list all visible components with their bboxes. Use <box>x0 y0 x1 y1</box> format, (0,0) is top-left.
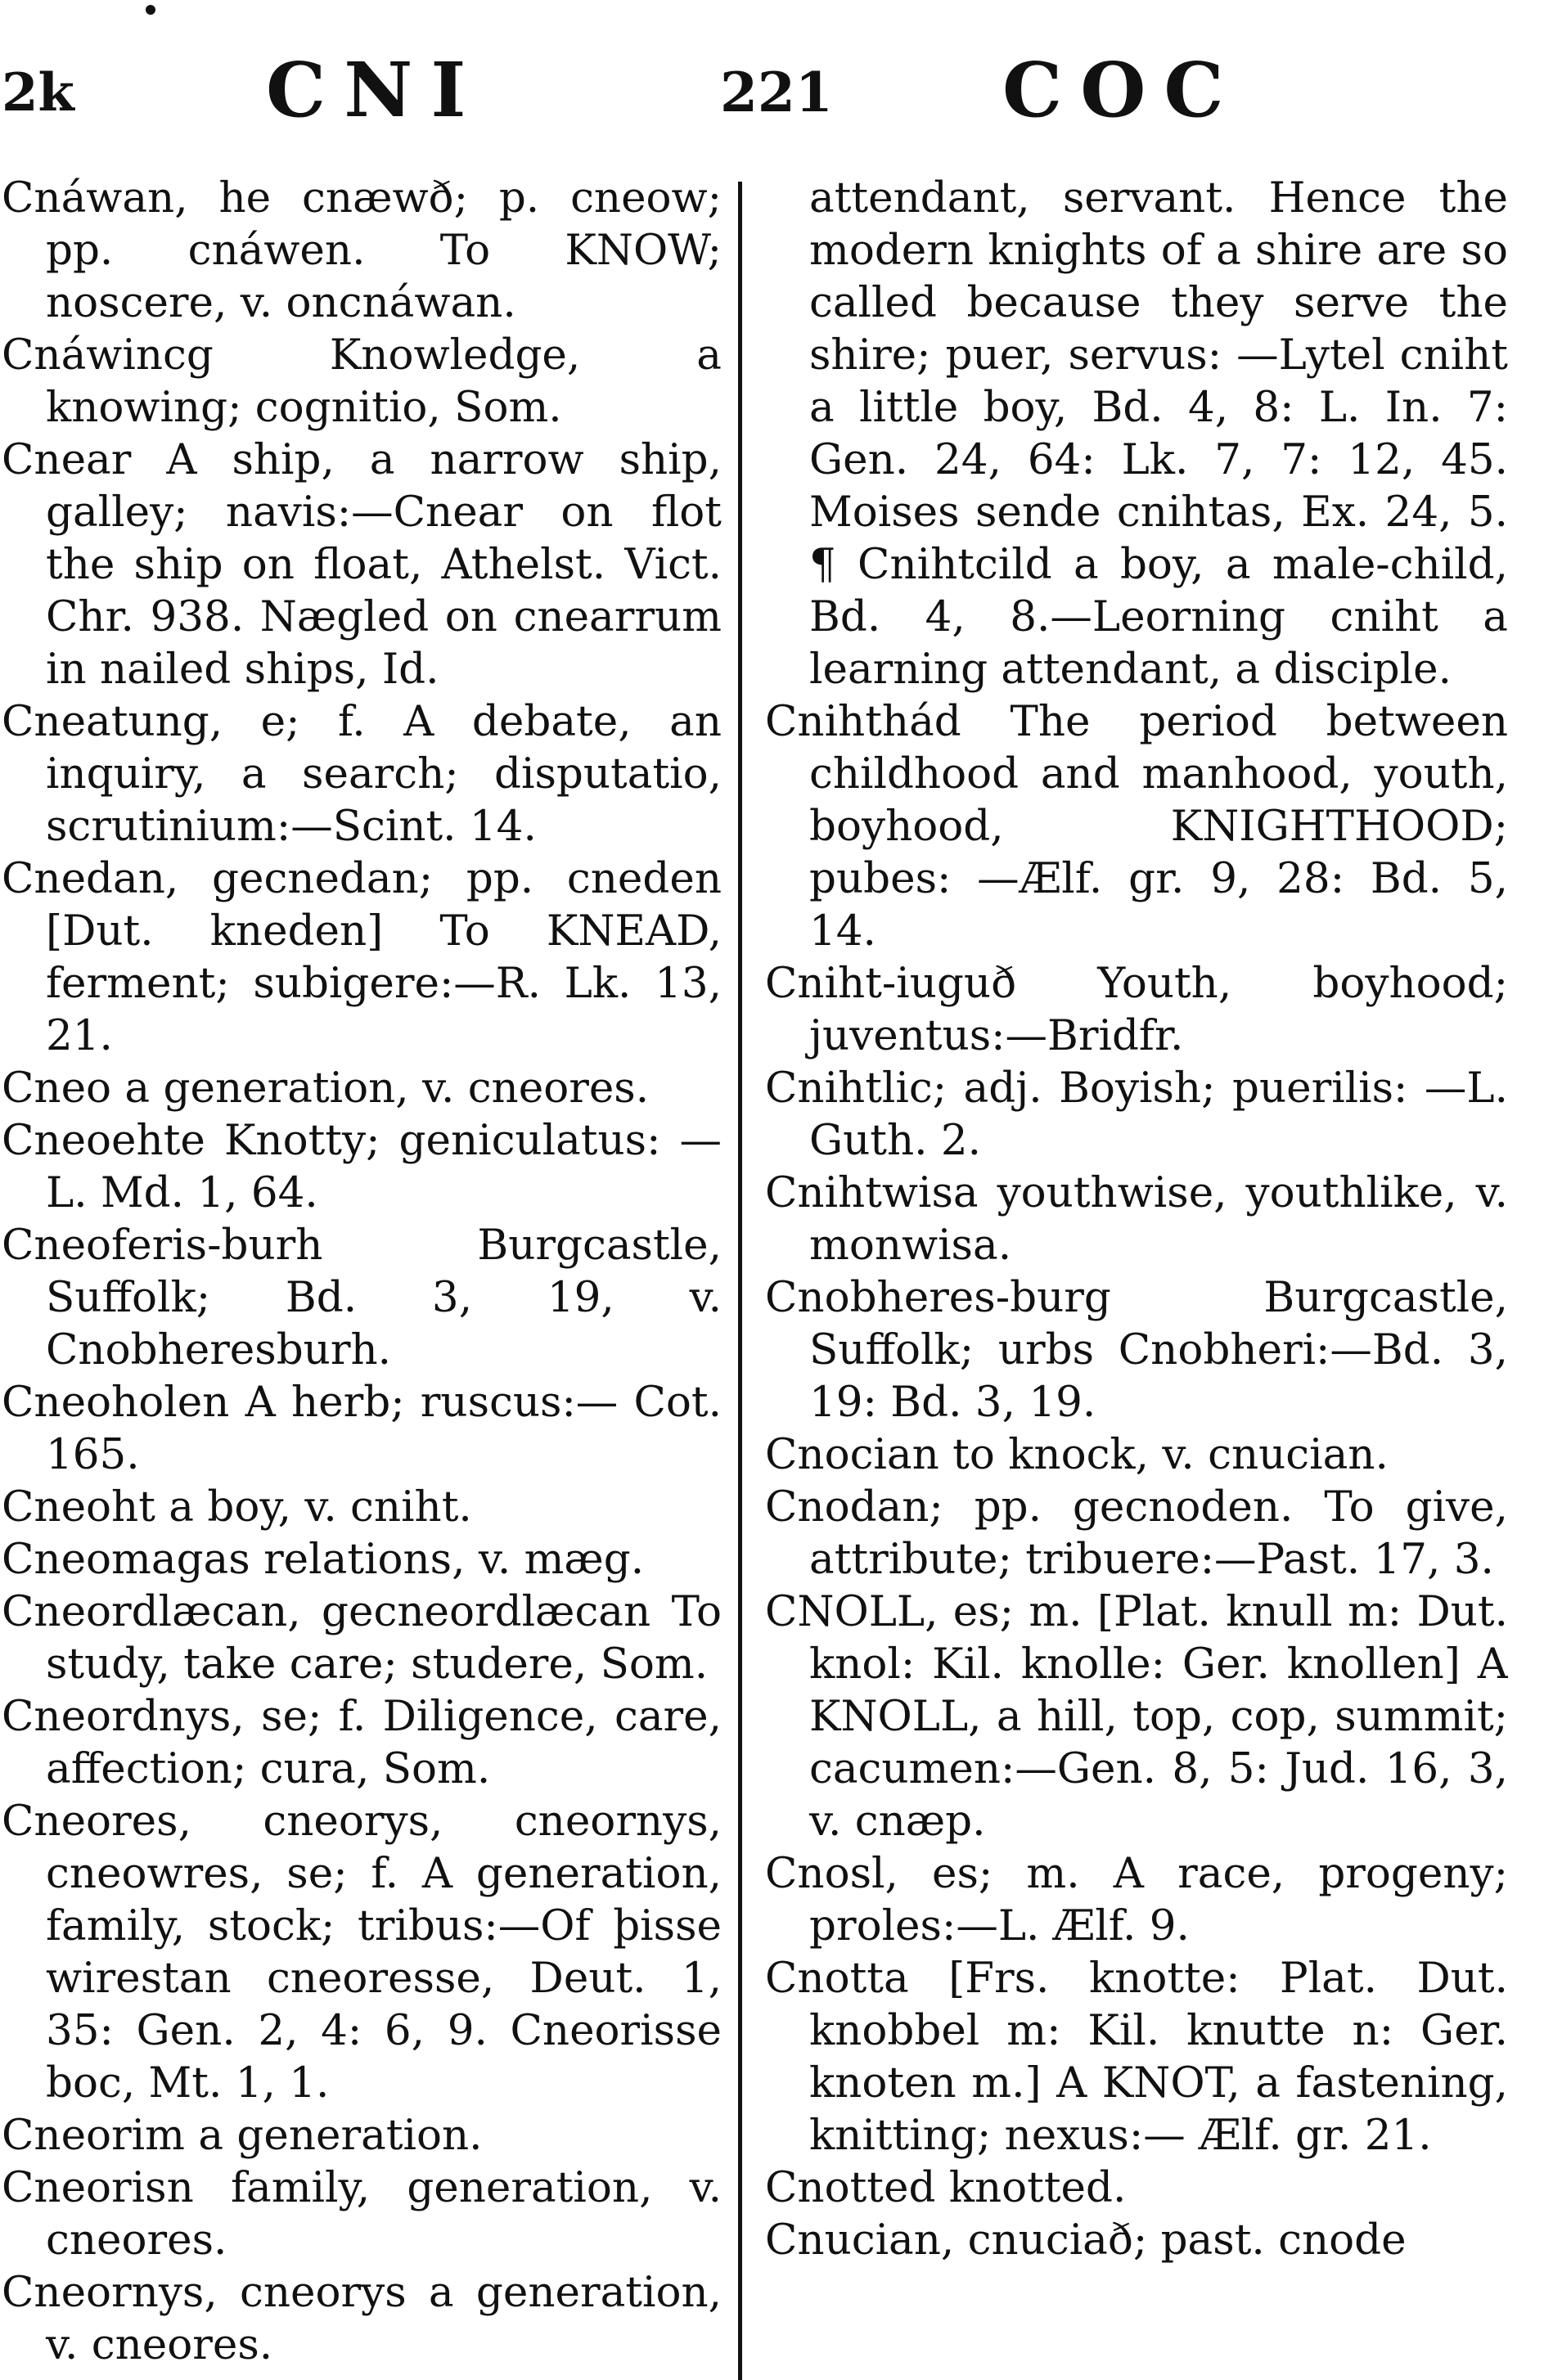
left-guide-word: CNI <box>266 46 484 134</box>
dictionary-entry: Cneorim a generation. <box>2 2111 483 2160</box>
dictionary-entry: Cnedan, gecnedan; pp. cneden [Dut. kneden] To KNEAD, ferment; subigere:—R. Lk. 13, 21. <box>2 854 722 1060</box>
dictionary-entry: Cnihthád The period between childhood and manhood, youth, boyhood, KNIGHTHOOD; pubes: —Ælf. gr. 9, 28: Bd. 5, 14. <box>765 697 1508 956</box>
dictionary-entry: Cneordlæcan, gecneordlæcan To study, take care; studere, Som. <box>2 1587 722 1689</box>
dictionary-entry: Cnosl, es; m. A race, progeny; proles:—L. Ælf. 9. <box>765 1849 1508 1950</box>
dictionary-entry: Cneoehte Knotty; geniculatus: —L. Md. 1, 64. <box>2 1116 722 1217</box>
dictionary-entry: Cnotta [Frs. knotte: Plat. Dut. knobbel m: Kil. knutte n: Ger. knoten m.] A KNOT, a fastening, knitting; nexus:— Ælf. gr. 21. <box>765 1954 1508 2160</box>
page-number: 221 <box>720 61 833 124</box>
dictionary-entry: Cniht-iuguð Youth, boyhood; juventus:—Bridfr. <box>765 959 1508 1060</box>
dictionary-entry: Cneores, cneorys, cneornys, cneowres, se; f. A generation, family, stock; tribus:—Of þisse wirestan cneoresse, Deut. 1, 35: Gen. 2, 4: 6, 9. Cneorisse boc, Mt. 1, 1. <box>2 1797 722 2108</box>
ink-dot-mark <box>146 5 155 15</box>
dictionary-entry: Cnáwan, he cnæwð; p. cneow; pp. cnáwen. To KNOW; noscere, v. oncnáwan. <box>2 173 722 327</box>
dictionary-entry-continued: attendant, servant. Hence the modern knights of a shire are so called because they serve the shire; puer, servus: —Lytel cniht a little boy, Bd. 4, 8: L. In. 7: Gen. 24, 64: Lk. 7, 7: 12, 45. Moises sende cnihtas, Ex. 24, 5. ¶ Cnihtcild a boy, a male-child, Bd. 4, 8.—Leorning cniht a learning attendant, a disciple. <box>809 173 1508 694</box>
dictionary-entry: Cnodan; pp. gecnoden. To give, attribute; tribuere:—Past. 17, 3. <box>765 1482 1508 1584</box>
dictionary-entry: Cnear A ship, a narrow ship, galley; navis:—Cnear on flot the ship on float, Athelst. Vict. Chr. 938. Nægled on cnearrum in nailed ships, Id. <box>2 435 722 694</box>
dictionary-entry: Cneoholen A herb; ruscus:— Cot. 165. <box>2 1378 722 1479</box>
column-divider <box>738 182 742 2380</box>
dictionary-entry: Cnihtlic; adj. Boyish; puerilis: —L. Guth. 2. <box>765 1064 1508 1165</box>
dictionary-entry: Cneoht a boy, v. cniht. <box>2 1482 472 1532</box>
dictionary-entry: CNOLL, es; m. [Plat. knull m: Dut. knol: Kil. knolle: Ger. knollen] A KNOLL, a hill, top, cop, summit; cacumen:—Gen. 8, 5: Jud. 16, 3, v. cnæp. <box>765 1587 1508 1846</box>
dictionary-entry: Cneomagas relations, v. mæg. <box>2 1535 645 1584</box>
dictionary-entry: Cneorisn family, generation, v. cneores. <box>2 2163 722 2265</box>
right-column <box>765 172 1508 2380</box>
page-header <box>0 46 1553 136</box>
dictionary-entry: Cnotted knotted. <box>765 2163 1127 2212</box>
signature-mark: 2k <box>2 62 74 124</box>
dictionary-entry: Cneoferis-burh Burgcastle, Suffolk; Bd. 3, 19, v. Cnobheresburh. <box>2 1221 722 1374</box>
dictionary-entry: Cnihtwisa youthwise, youthlike, v. monwisa. <box>765 1168 1508 1270</box>
dictionary-entry: Cneornys, cneorys a generation, v. cneores. <box>2 2268 722 2369</box>
dictionary-entry: Cnucian, cnuciað; past. cnode <box>765 2216 1407 2265</box>
dictionary-entry: Cnáwincg Knowledge, a knowing; cognitio, Som. <box>2 331 722 432</box>
dictionary-entry: Cneo a generation, v. cneores. <box>2 1064 650 1113</box>
dictionary-entry: Cnocian to knock, v. cnucian. <box>765 1430 1389 1479</box>
left-column <box>2 172 722 2380</box>
dictionary-entry: Cnobheres-burg Burgcastle, Suffolk; urbs Cnobheri:—Bd. 3, 19: Bd. 3, 19. <box>765 1273 1508 1427</box>
dictionary-entry: Cneatung, e; f. A debate, an inquiry, a search; disputatio, scrutinium:—Scint. 14. <box>2 697 722 851</box>
right-guide-word: COC <box>1002 46 1242 134</box>
dictionary-entry: Cneordnys, se; f. Diligence, care, affection; cura, Som. <box>2 1692 722 1793</box>
